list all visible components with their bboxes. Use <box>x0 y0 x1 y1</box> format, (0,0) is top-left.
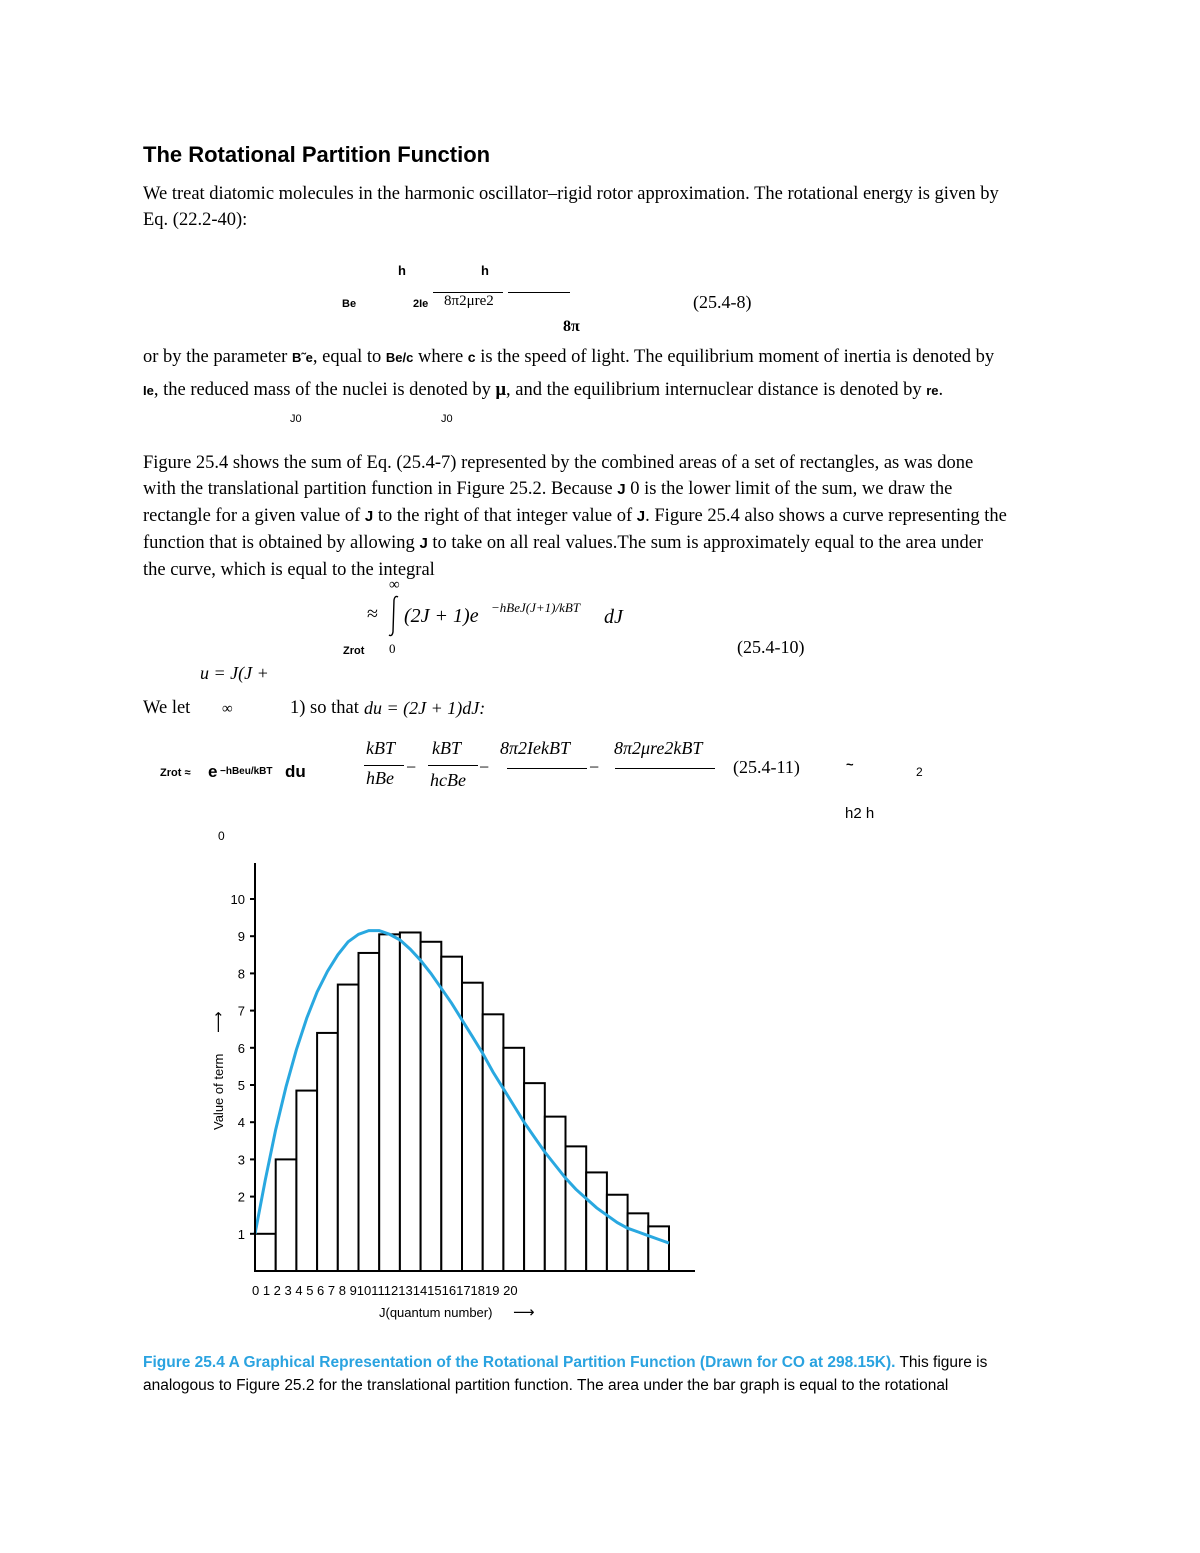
bar-j-13 <box>524 1083 545 1271</box>
caption-rest: This figure is <box>895 1354 988 1371</box>
j0-label-1: J0 <box>290 413 302 425</box>
eq11-f4-bar <box>615 768 715 769</box>
x-axis-arrow: ⟶ <box>513 1304 535 1321</box>
eq11-f2-bar <box>428 765 478 766</box>
bar-j-7 <box>400 932 421 1271</box>
bar-j-19 <box>648 1226 669 1271</box>
y-tick-label-3: 3 <box>237 1152 245 1168</box>
y-tick-label-2: 2 <box>237 1189 245 1205</box>
caption-line-2: analogous to Figure 25.2 for the translational partition function. The area under the bar graph is equal to the rotational <box>143 1377 949 1394</box>
fig-text-line-4 <box>143 530 1059 557</box>
eq11-two: 2 <box>916 765 923 779</box>
rotational-partition-chart <box>195 855 695 1330</box>
eq11-exp-e: e <box>208 762 218 781</box>
eq10-zrot: Zrot <box>343 645 365 657</box>
x-axis-label: J(quantum number) <box>379 1305 493 1320</box>
param-btilde: B˜e <box>291 350 313 365</box>
eq10-approx: ≈ <box>367 603 378 625</box>
sub-u-eq: u = J(J + <box>200 663 269 683</box>
sub-so-that: 1) so that <box>290 698 359 718</box>
bar-j-3 <box>317 1033 338 1271</box>
eq11-f3-num: 8π2IekBT <box>500 738 570 758</box>
param-line-1 <box>143 344 1059 371</box>
eq8-fraction-bar-2 <box>508 292 570 293</box>
y-tick-label-5: 5 <box>237 1078 245 1093</box>
eq11-f1-bar <box>364 765 404 766</box>
eq8-denominator: 8π2μre2 <box>444 293 494 309</box>
bar-j-2 <box>296 1091 317 1271</box>
bar-j-11 <box>483 1014 504 1271</box>
fig-text-j4: J <box>419 535 428 552</box>
param-line-2 <box>143 377 1059 404</box>
eq10-infinity: ∞ <box>389 577 400 593</box>
eq11-h2h: h2 h <box>845 805 875 822</box>
eq10-dj: dJ <box>604 606 623 628</box>
caption-line-1 <box>143 1351 1059 1374</box>
bar-j-4 <box>338 985 359 1271</box>
param-text-c: , equal to <box>312 347 386 367</box>
fig-text-j3: J <box>636 508 646 525</box>
fig-text-line-3 <box>143 503 1059 530</box>
fig-text-3c: to the right of that integer value of <box>373 506 637 526</box>
bar-j-8 <box>421 942 442 1271</box>
y-ticks-layer <box>231 892 255 1242</box>
y-tick-label-10: 10 <box>230 892 245 907</box>
bar-j-5 <box>359 953 380 1271</box>
eq11-du: du <box>285 762 306 781</box>
eq10-exponent: −hBeJ(J+1)/kBT <box>491 600 581 615</box>
eq8-number: (25.4-8) <box>693 292 752 312</box>
eq11-minus-3: − <box>589 757 600 777</box>
param-text-g: is the speed of light. The equilibrium moment of inertia is denoted by <box>475 347 995 367</box>
bar-j-0 <box>255 1234 276 1271</box>
j0-label-2: J0 <box>441 413 453 425</box>
bar-j-6 <box>379 934 400 1271</box>
eq11-minus-1: − <box>406 757 417 777</box>
param-period: . <box>938 380 944 400</box>
param-ie: Ie <box>143 383 154 398</box>
eq10-number: (25.4-10) <box>737 637 805 657</box>
intro-line-1: We treat diatomic molecules in the harmonic oscillator–rigid rotor approximation. The rotational energy is given by <box>143 184 999 204</box>
parameter-paragraph <box>143 344 1059 404</box>
param-re: re <box>926 383 939 398</box>
eq11-minus-2: − <box>479 757 490 777</box>
fig-text-j2: J <box>364 508 374 525</box>
y-tick-label-1: 1 <box>237 1226 245 1242</box>
y-tick-label-9: 9 <box>237 929 245 945</box>
eq10-integrand: (2J + 1)e <box>404 605 479 627</box>
bar-j-1 <box>276 1159 297 1271</box>
param-c: c <box>467 349 476 365</box>
param-text-e: where <box>413 347 468 367</box>
intro-paragraph <box>143 181 1059 233</box>
eq11-tilde: ~ <box>846 757 854 772</box>
sub-du-eq: du = (2J + 1)dJ: <box>364 698 486 718</box>
fig-text-4a: function that is obtained by allowing <box>143 533 420 553</box>
param-text-2d: , and the equilibrium internuclear distance is denoted by <box>505 380 927 400</box>
y-tick-label-4: 4 <box>237 1115 245 1131</box>
figure-discussion-paragraph <box>143 450 1059 583</box>
fig-text-line-5: the curve, which is equal to the integral <box>143 560 435 580</box>
fig-text-j1: J <box>617 481 626 498</box>
eq11-f1-den: hBe <box>366 768 394 788</box>
section-title: The Rotational Partition Function <box>143 142 491 167</box>
eq11-zrot: Zrot ≈ <box>160 767 191 779</box>
fig-text-2a: with the translational partition function in Figure 25.2. Because <box>143 479 618 499</box>
y-tick-label-8: 8 <box>237 966 245 982</box>
fig-text-3a: rectangle for a given value of <box>143 506 365 526</box>
eq11-exp-sup: −hBeu/kBT <box>220 766 273 777</box>
bar-j-15 <box>566 1146 587 1271</box>
eq10-integral-sign <box>388 594 402 638</box>
bar-j-14 <box>545 1117 566 1271</box>
y-axis-label: Value of term <box>211 1053 226 1130</box>
fig-text-3e: . Figure 25.4 also shows a curve representing the <box>645 506 1007 526</box>
sub-we-let: We let <box>143 698 191 718</box>
eq8-h2: h <box>481 263 489 278</box>
bar-j-17 <box>607 1195 628 1271</box>
eq11-f3-bar <box>507 768 587 769</box>
eq8-h1: h <box>398 263 406 278</box>
y-tick-label-7: 7 <box>237 1003 245 1019</box>
param-be-over-c: Be/c <box>385 350 414 365</box>
param-mu: μ <box>495 380 506 400</box>
bar-j-18 <box>628 1213 649 1271</box>
x-tick-labels: 0 1 2 3 4 5 6 7 8 910111213141516171819 20 <box>252 1283 518 1298</box>
fig-text-2c: 0 is the lower limit of the sum, we draw the <box>625 479 953 499</box>
eq11-f2-den: hcBe <box>430 770 466 790</box>
eq11-f1-num: kBT <box>366 738 395 758</box>
fig-text-line-1: Figure 25.4 shows the sum of Eq. (25.4-7) represented by the combined areas of a set of rectangles, as was done <box>143 453 974 473</box>
y-tick-label-6: 6 <box>237 1040 245 1056</box>
eq10-lower-limit: 0 <box>389 641 396 656</box>
bar-j-16 <box>586 1172 607 1271</box>
fig-text-4c: to take on all real values.The sum is approximately equal to the area under <box>427 533 984 553</box>
caption-bold: Figure 25.4 A Graphical Representation of the Rotational Partition Function (Drawn for CO at 298.15K). <box>143 1354 896 1371</box>
bars-layer <box>255 932 669 1271</box>
eq11-number: (25.4-11) <box>733 757 800 777</box>
intro-line-2: Eq. (22.2-40): <box>143 210 248 230</box>
eq8-8pi: 8π <box>563 318 580 335</box>
eq8-2ie: 2Ie <box>413 298 429 310</box>
y-axis-arrow: ⟶ <box>210 1011 227 1033</box>
eq11-f4-num: 8π2μre2kBT <box>614 738 703 758</box>
figure-caption <box>143 1351 1059 1397</box>
eq11-lower-limit: 0 <box>218 829 225 843</box>
param-text-a: or by the parameter <box>143 347 292 367</box>
eq8-be: Be <box>342 298 357 310</box>
param-text-2b: , the reduced mass of the nuclei is denoted by <box>153 380 496 400</box>
bar-j-12 <box>503 1048 524 1271</box>
fig-text-line-2 <box>143 476 1059 503</box>
sub-infinity: ∞ <box>222 701 233 717</box>
eq11-f2-num: kBT <box>432 738 461 758</box>
